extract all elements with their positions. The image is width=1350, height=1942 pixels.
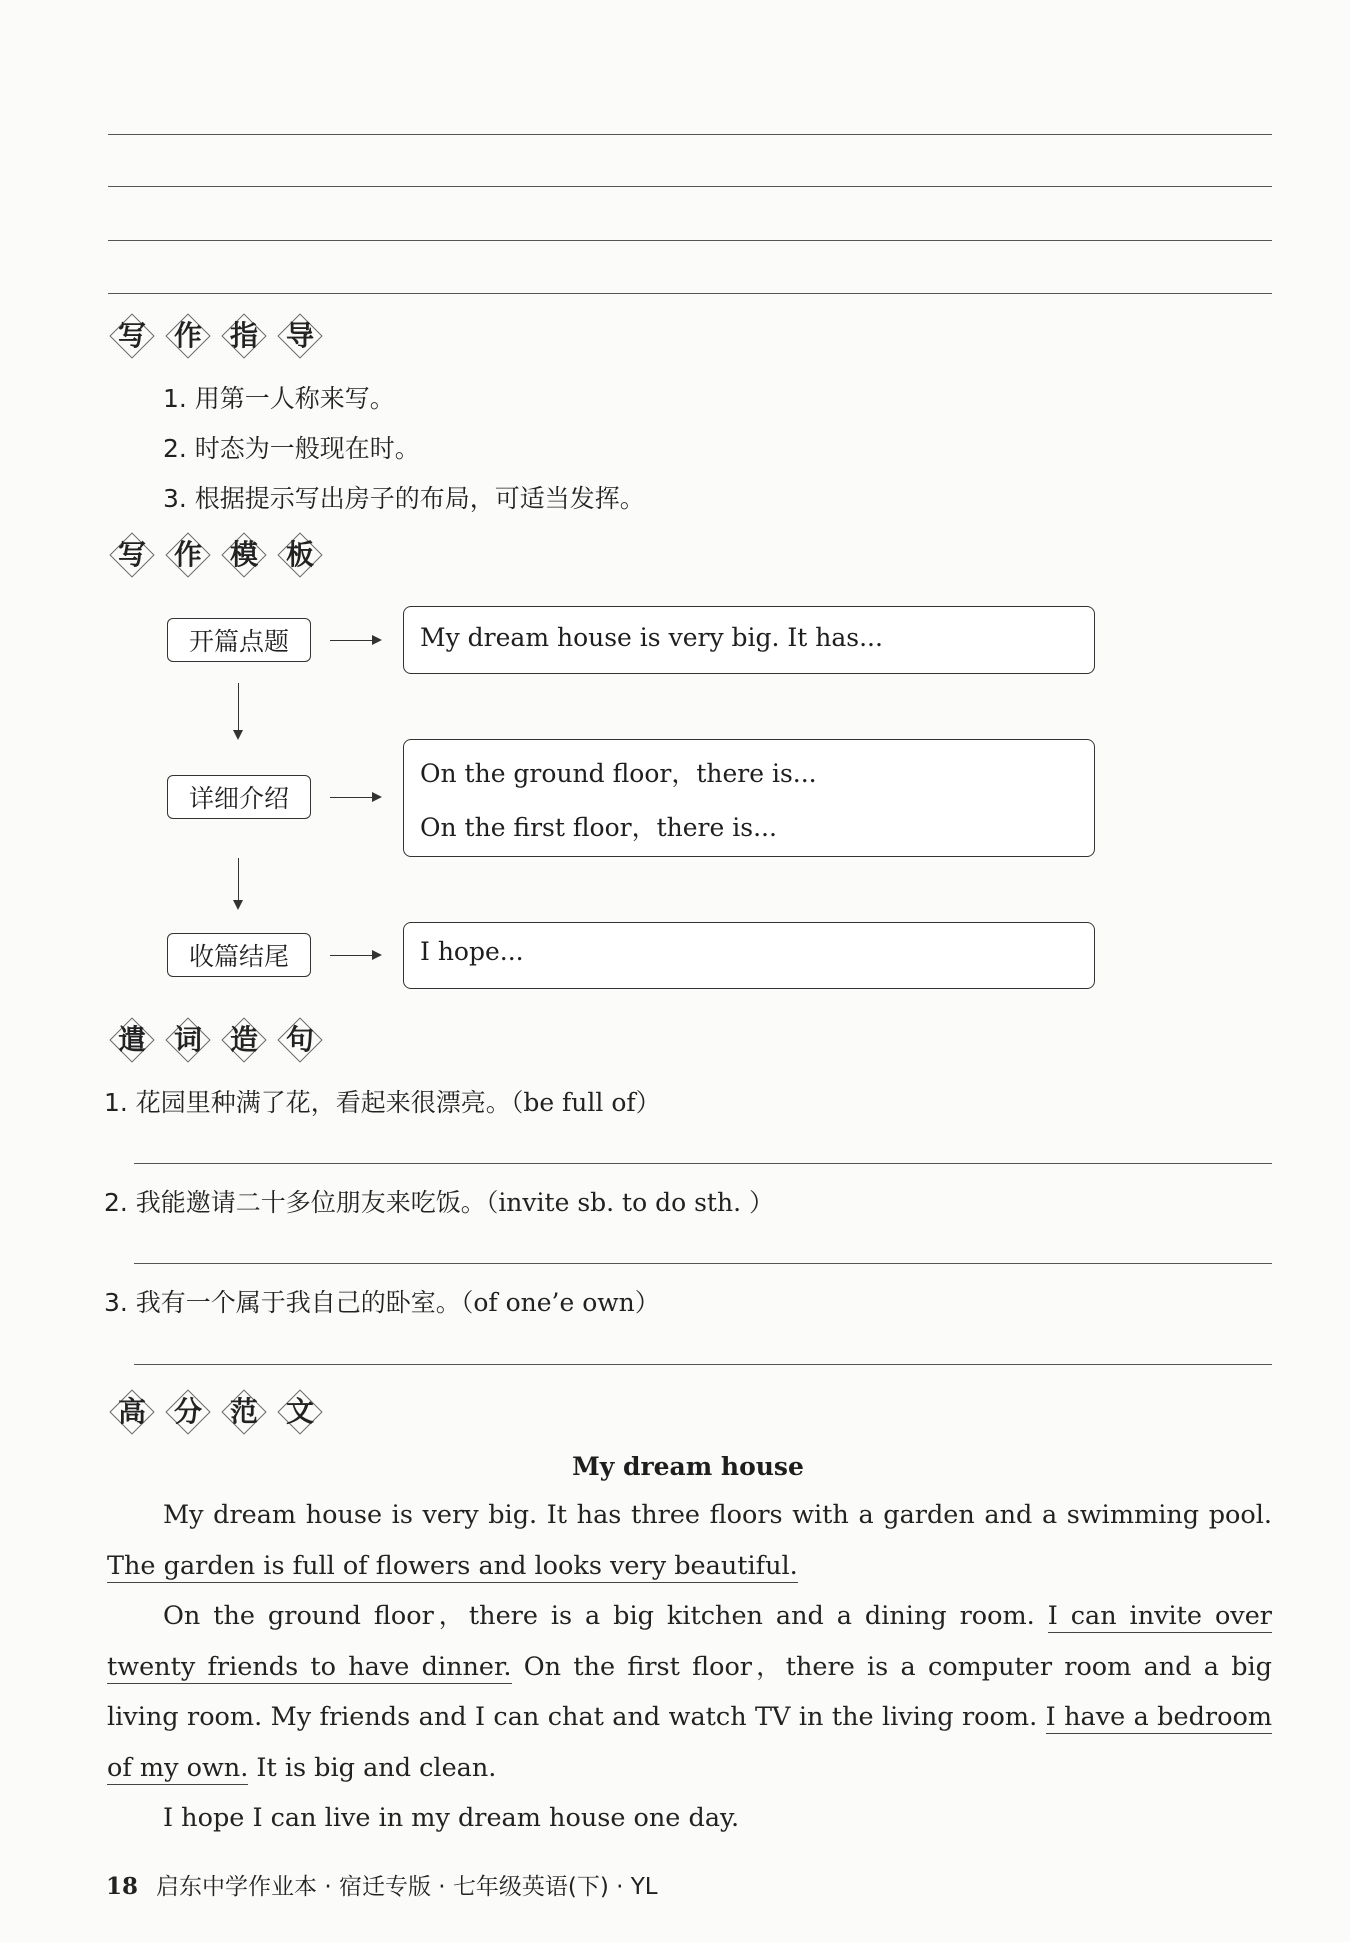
essay-body xyxy=(107,1490,1272,1844)
guide-item: 1. 用第一人称来写。 xyxy=(163,384,395,413)
title-char: 高 xyxy=(108,1388,156,1436)
template-line: My dream house is very big. It has... xyxy=(420,623,883,652)
exercise-text: 3. 我有一个属于我自己的卧室。 xyxy=(104,1288,461,1317)
exercise-text: 1. 花园里种满了花，看起来很漂亮。 xyxy=(104,1088,511,1117)
guide-item: 3. 根据提示写出房子的布局，可适当发挥。 xyxy=(163,484,645,513)
essay-paragraph: I hope I can live in my dream house one day. xyxy=(163,1803,740,1833)
section-title-writing-guide xyxy=(108,311,332,361)
exercise-text: 2. 我能邀请二十多位朋友来吃饭。 xyxy=(104,1188,486,1217)
template-label-details: 详细介绍 xyxy=(167,775,311,819)
right-arrow-icon xyxy=(330,955,380,956)
template-label-ending: 收篇结尾 xyxy=(167,933,311,977)
book-title: 启东中学作业本 · 宿迁专版 · 七年级英语(下) · YL xyxy=(156,1874,658,1900)
template-line: On the first floor，there is... xyxy=(420,813,777,842)
down-arrow-icon xyxy=(238,683,239,738)
right-arrow-icon xyxy=(330,797,380,798)
template-box-opening xyxy=(403,606,1095,674)
title-char: 文 xyxy=(276,1388,324,1436)
title-char: 造 xyxy=(220,1016,268,1064)
exercise-hint: （of one’e own） xyxy=(460,1288,660,1317)
writing-line[interactable] xyxy=(108,240,1272,241)
answer-line[interactable] xyxy=(134,1163,1272,1164)
writing-line[interactable] xyxy=(108,186,1272,187)
title-char: 板 xyxy=(276,531,324,579)
title-char: 模 xyxy=(220,531,268,579)
exercise-hint: （invite sb. to do sth. ） xyxy=(485,1188,774,1217)
template-line: On the ground floor，there is... xyxy=(420,759,817,788)
underlined-sentence: The garden is full of flowers and looks very beautiful. xyxy=(107,1550,798,1581)
guide-item: 2. 时态为一般现在时。 xyxy=(163,434,420,463)
template-label-opening: 开篇点题 xyxy=(167,618,311,662)
title-char: 写 xyxy=(108,531,156,579)
exercise-item xyxy=(104,1083,661,1119)
title-char: 导 xyxy=(276,312,324,360)
essay-paragraph: On the ground floor，there is a big kitchen and a dining room. I can invite over twenty friends to have dinner. On the first floor，there is a computer room and a big living room. My friends and I can chat and watch TV in the living room. I have a bedroom of my own. It is big and clean. xyxy=(107,1601,1272,1783)
answer-line[interactable] xyxy=(134,1364,1272,1365)
underlined-sentence: I can invite over twenty friends to have dinner. xyxy=(107,1601,1272,1682)
title-char: 句 xyxy=(276,1016,324,1064)
title-char: 作 xyxy=(164,312,212,360)
writing-line[interactable] xyxy=(108,134,1272,135)
page-number: 18 xyxy=(106,1873,139,1900)
title-char: 词 xyxy=(164,1016,212,1064)
template-box-ending xyxy=(403,922,1095,989)
section-title-writing-template xyxy=(108,530,332,580)
template-line: I hope... xyxy=(420,937,524,966)
title-char: 范 xyxy=(220,1388,268,1436)
answer-line[interactable] xyxy=(134,1263,1272,1264)
title-char: 写 xyxy=(108,312,156,360)
title-char: 分 xyxy=(164,1388,212,1436)
exercise-hint: （be full of） xyxy=(510,1088,661,1117)
template-box-details xyxy=(403,739,1095,857)
right-arrow-icon xyxy=(330,640,380,641)
exercise-item xyxy=(104,1183,774,1219)
section-title-sentence-building xyxy=(108,1015,332,1065)
essay-heading: My dream house xyxy=(572,1452,804,1481)
underlined-sentence: I have a bedroom of my own. xyxy=(107,1702,1272,1783)
page-footer xyxy=(106,1868,658,1901)
title-char: 指 xyxy=(220,312,268,360)
writing-line[interactable] xyxy=(108,293,1272,294)
exercise-item xyxy=(104,1283,660,1319)
down-arrow-icon xyxy=(238,858,239,908)
title-char: 作 xyxy=(164,531,212,579)
title-char: 遣 xyxy=(108,1016,156,1064)
essay-paragraph: My dream house is very big. It has three floors with a garden and a swimming pool. The garden is full of flowers and looks very beautiful. xyxy=(107,1500,1272,1581)
section-title-model-essay xyxy=(108,1387,332,1437)
